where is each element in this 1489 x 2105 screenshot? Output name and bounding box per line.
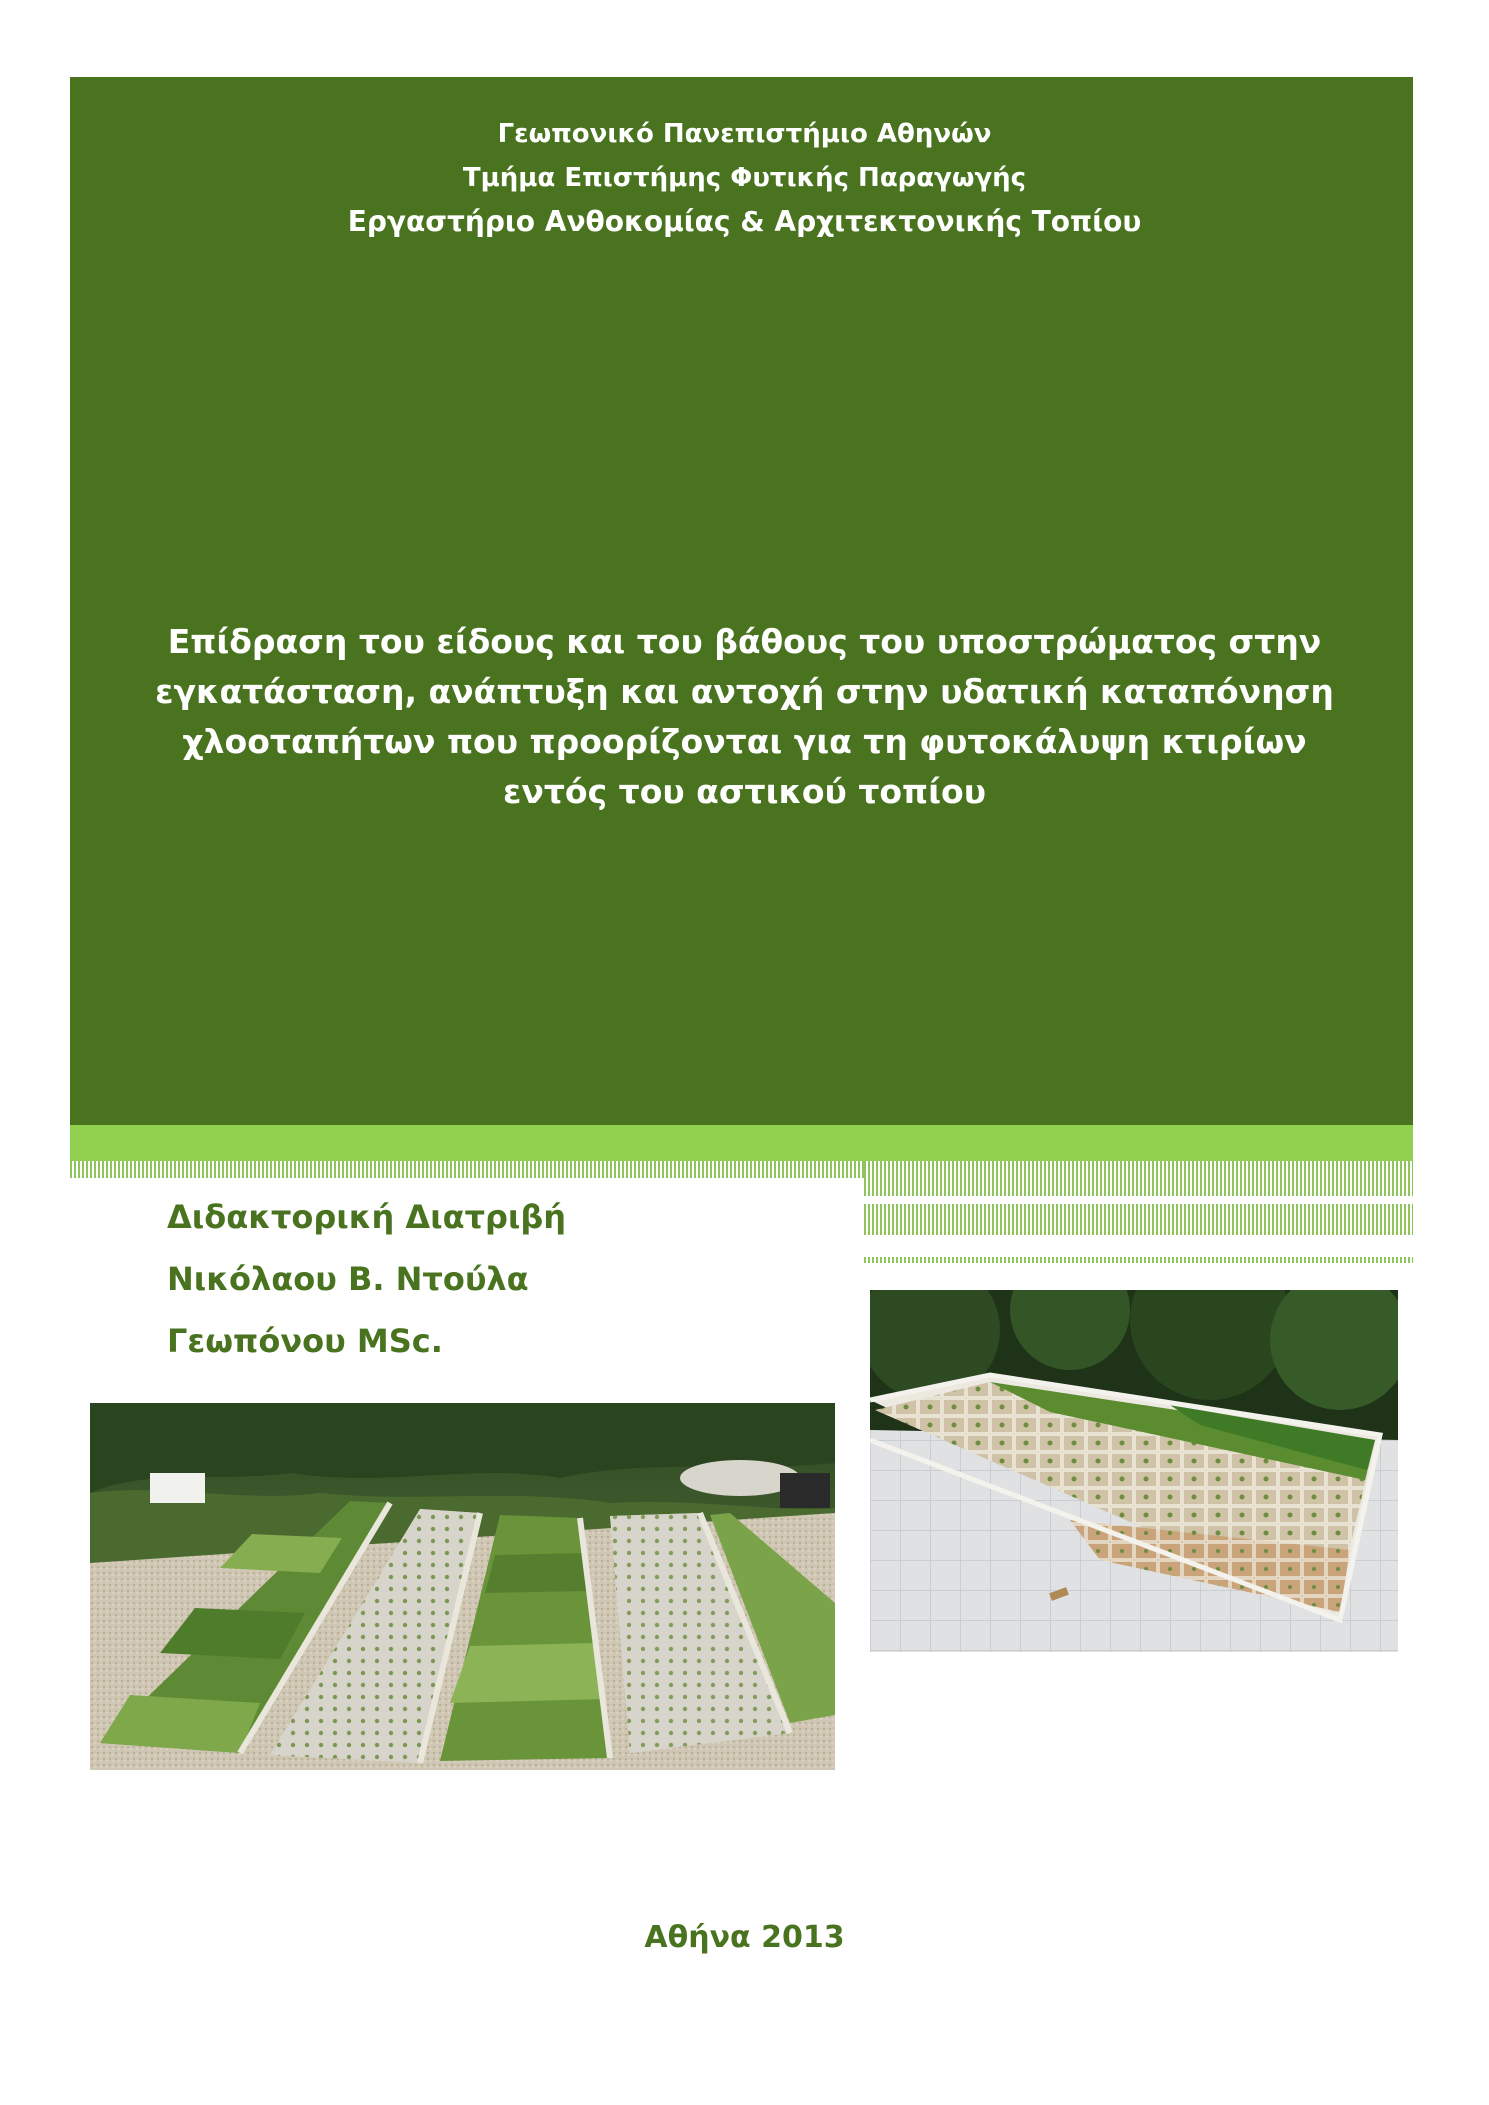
dotted-pattern-thin-line	[864, 1257, 1413, 1263]
place-year: Αθήνα 2013	[644, 1920, 845, 1955]
title-line: χλοοταπήτων που προορίζονται για τη φυτοκάλυψη κτιρίων	[182, 722, 1307, 761]
pattern-divider	[864, 1196, 1413, 1204]
author-degree: Γεωπόνου MSc.	[167, 1322, 443, 1360]
dotted-pattern-strip	[70, 1161, 864, 1178]
department-name: Τμήμα Επιστήμης Φυτικής Παραγωγής	[462, 163, 1027, 193]
lime-accent-band	[70, 1125, 1413, 1161]
pattern-divider	[864, 1236, 1413, 1250]
author-name: Νικόλαου Β. Ντούλα	[167, 1260, 529, 1298]
author-block	[167, 1186, 566, 1372]
laboratory-name: Εργαστήριο Ανθοκομίας & Αρχιτεκτονικής Τοπίου	[347, 205, 1142, 238]
title-line: εγκατάσταση, ανάπτυξη και αντοχή στην υδατική καταπόνηση	[155, 672, 1334, 711]
thesis-title	[60, 617, 1429, 817]
turf-plots-field-photo	[90, 1403, 835, 1770]
title-line: εντός του αστικού τοπίου	[503, 772, 986, 811]
rooftop-turf-photo	[870, 1290, 1398, 1652]
university-name: Γεωπονικό Πανεπιστήμιο Αθηνών	[497, 119, 992, 149]
document-type: Διδακτορική Διατριβή	[167, 1198, 567, 1236]
institution-header	[0, 112, 1489, 244]
title-line: Επίδραση του είδους και του βάθους του υποστρώματος στην	[167, 622, 1322, 661]
